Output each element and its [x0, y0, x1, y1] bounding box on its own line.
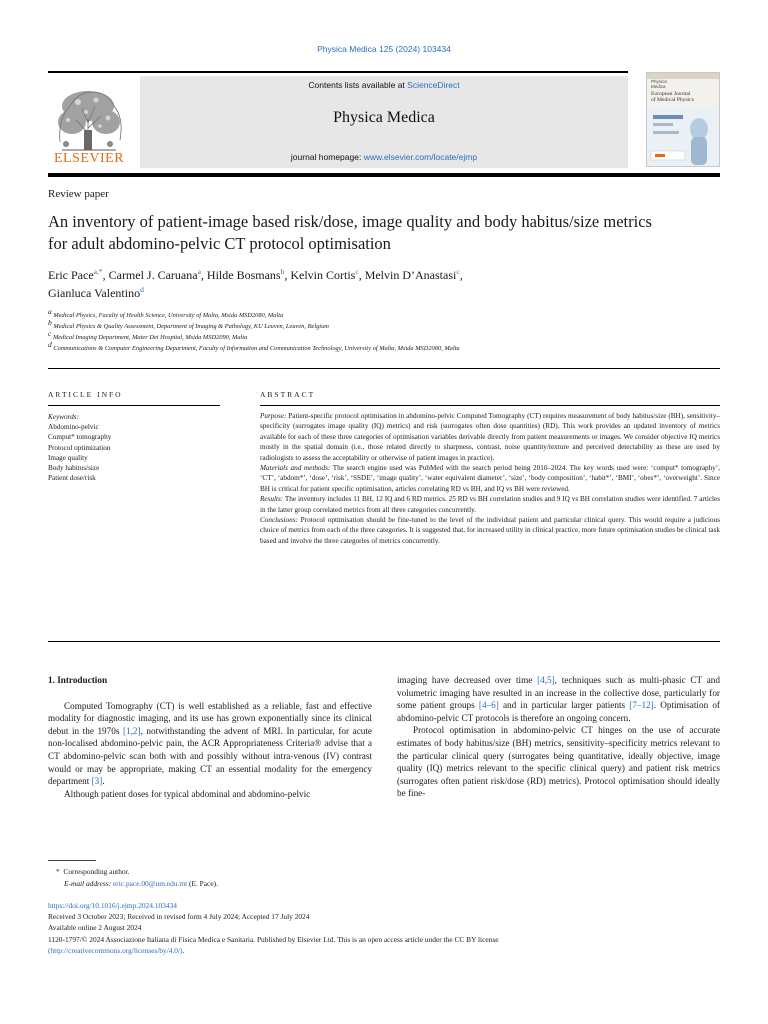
author-affiliation-marker[interactable]: a	[197, 267, 201, 276]
email-suffix: (E. Pace).	[187, 879, 218, 888]
author-name[interactable]: Kelvin Cortis	[290, 268, 356, 282]
journal-homepage-link[interactable]: www.elsevier.com/locate/ejmp	[363, 152, 478, 162]
article-type: Review paper	[48, 188, 109, 200]
keyword-item: Image quality	[48, 453, 88, 462]
header-bottom-rule	[48, 173, 720, 177]
footnotes	[48, 866, 720, 890]
journal-cover-thumbnail[interactable]	[646, 72, 720, 167]
paragraph-text: , notwithstanding the advent of MRI. In particular, for acute non-localised abdomino-pelvic pain, the ACR Appropriateness Criteria® advise that a CT abdomino-pelvic scan both with and possibly without intra-venous (IV) contrast would or may be appropriate, making CT an essential modality for the emergency department	[48, 725, 372, 787]
cover-line-2: Medica	[651, 84, 666, 89]
footnote-rule	[48, 860, 96, 861]
keyword-item: Protocol optimization	[48, 443, 111, 452]
affiliation-key: a	[48, 306, 52, 316]
journal-homepage-line	[140, 152, 628, 162]
author-affiliation-marker[interactable]: a,*	[93, 267, 103, 276]
keywords-block	[48, 412, 220, 483]
article-info-separator	[48, 405, 220, 406]
affiliation-key: c	[48, 328, 52, 338]
author-name[interactable]: Carmel J. Caruana	[108, 268, 198, 282]
abstract-body	[260, 411, 720, 546]
author-name[interactable]: Eric Pace	[48, 268, 94, 282]
body-right-column	[397, 674, 720, 800]
abstract-results	[260, 494, 720, 515]
author-affiliation-marker[interactable]: d	[140, 285, 144, 294]
journal-reference-link[interactable]: Physica Medica 125 (2024) 103434	[317, 44, 451, 54]
author-name[interactable]: Melvin D’Anastasi	[364, 268, 457, 282]
citation-link[interactable]: [4–6]	[478, 700, 499, 711]
elsevier-wordmark: ELSEVIER	[53, 151, 125, 166]
affiliation-text: Communications & Computer Engineering Department, Faculty of Information and Communication Technology, University of Malta, Msida MSD2080, Malta	[53, 345, 460, 352]
paragraph-text: . Optimisation of abdomino-pelvic CT protocols is therefore an ongoing concern.	[397, 700, 720, 723]
affiliation-key: b	[48, 317, 52, 327]
contents-prefix: Contents lists available at	[308, 80, 408, 90]
abstract-results-text: The inventory includes 11 BH, 12 IQ and 6 RD metrics. 25 RD vs BH correlation studies and 9 IQ vs BH correlation studies were identified. 7 articles in the latter group correlated metrics from all three categories concurrently.	[260, 495, 720, 514]
paragraph-text: Computed Tomography (CT) is well established as a reliable, fast and effective modality for diagnostic imaging, and its use has grown exponentially since its clinical debut in the 1970s	[48, 700, 372, 736]
corresponding-author-note	[48, 866, 720, 878]
cover-masthead	[651, 79, 667, 89]
affiliation-item	[48, 328, 720, 343]
cover-line-1: Physica	[651, 79, 667, 84]
affiliation-item	[48, 339, 720, 354]
received-dates: Received 3 October 2023; Received in revised form 4 July 2024; Accepted 17 July 2024	[48, 912, 310, 922]
keywords-label: Keywords:	[48, 413, 79, 421]
keyword-item: Comput* tomography	[48, 433, 112, 442]
body-paragraph: Protocol optimisation in abdomino-pelvic CT hinges on the use of accurate estimates of body habitus/size (BH) metrics, sensitivity–specificity metrics relevant to the particular clinical query (surrogates being quantitative, ideally objective, image quality (IQ) metrics relevant to the specific clinical query) and patient risk metrics (surrogates often patient risk/dose (RD) metrics). Protocol optimisation should ideally be fine-	[397, 725, 720, 799]
license-statement	[48, 934, 720, 945]
doi-link[interactable]: https://doi.org/10.1016/j.ejmp.2024.103434	[48, 901, 177, 910]
author-affiliation-marker[interactable]: c	[355, 267, 359, 276]
author-name[interactable]: Gianluca Valentino	[48, 286, 141, 300]
author-list: Eric Pace$^{a,*}$, Carmel J. Caruana$^a$, Hilde Bosmans$^b$, Kelvin Cortis$^c$, Melvin D’Anastasi$^c$, Gianluca Valentino$^d$	[48, 267, 463, 300]
homepage-prefix: journal homepage:	[290, 152, 364, 162]
abstract-methods-text: The search engine used was PubMed with the search period being 2010–2024. The key words used were: ‘comput* tomography’, ‘CT’, ‘abdom*’, ‘dose’, ‘risk’, ‘SSDE’, ‘image quality’, ‘water equivalent diameter’, ‘size’, ‘body composition’, ‘habit*’, ‘BMI’, ‘obes*’, ‘overweight’. Since BH is critical for patient specific optimisation, articles correlating RD vs BH, and IQ vs BH were reviewed.	[260, 464, 720, 493]
body-paragraph	[48, 700, 372, 788]
body-paragraph	[397, 674, 720, 724]
keyword-item: Body habitus/size	[48, 464, 100, 473]
corresponding-author-label: Corresponding author.	[63, 867, 130, 876]
abstract-methods-label: Materials and methods:	[260, 464, 331, 473]
author-affiliation-marker[interactable]: b	[280, 267, 285, 276]
journal-name: Physica Medica	[333, 109, 435, 126]
license-end: .	[182, 945, 185, 955]
affiliation-item	[48, 317, 720, 332]
section-heading-introduction: 1. Introduction	[48, 675, 108, 685]
license-link[interactable]: (http://creativecommons.org/licenses/by/4.0/)	[48, 945, 183, 955]
abstract-separator	[260, 405, 720, 406]
available-online-date: Available online 2 August 2024	[48, 923, 142, 933]
article-info-heading: ARTICLE INFO	[48, 390, 123, 399]
cover-line-4: of Medical Physics	[651, 97, 694, 104]
publication-info	[48, 900, 720, 956]
paragraph-text: , techniques such as multi-phasic CT and volumetric imaging have resulted in an increase in the collective dose, particularly for some patient groups	[397, 675, 720, 711]
abstract-purpose-text: Patient-specific protocol optimisation in abdomino-pelvic Computed Tomography (CT) requires measurement of body habitus/size (BH), sensitivity–specificity (surrogates image quality (IQ) metrics) and risk (surrogates often dose quantities) (RD). This work provides an updated inventory of metrics available for each of these three categories of optimisation variables derivable directly from patient measurements or images. We consider objective IQ metrics mostly in the spatial domain (i.e., those related directly to sharpness, contrast, noise quantity/texture and perceived detectability as these are used by radiologists to assess the acceptability or otherwise of patient images in practice).	[260, 412, 721, 462]
license-url-line	[48, 945, 720, 956]
author-affiliation-marker[interactable]: c	[456, 267, 460, 276]
sciencedirect-link[interactable]: ScienceDirect	[407, 80, 460, 90]
abstract-purpose-label: Purpose:	[260, 412, 287, 420]
paragraph-text: .	[102, 776, 105, 787]
footnote-marker: *	[56, 867, 60, 876]
keyword-item: Abdomino-pelvic	[48, 423, 99, 432]
article-title: An inventory of patient-image based risk/dose, image quality and body habitus/size metrics for adult abdomino-pelvic CT protocol optimisation	[48, 212, 652, 253]
header-top-rule	[48, 71, 628, 73]
author-name[interactable]: Hilde Bosmans	[206, 268, 281, 282]
article-info-top-rule	[48, 368, 720, 369]
contents-lists-line	[140, 80, 628, 90]
body-left-column	[48, 674, 372, 800]
cover-subtitle	[651, 91, 694, 104]
affiliation-text: Medical Physics, Faculty of Health Science, University of Malta, Msida MSD2080, Malta	[53, 312, 284, 319]
affiliation-text: Medical Imaging Department, Mater Dei Hospital, Msida MSD2090, Malta	[52, 334, 248, 341]
abstract-results-label: Results:	[260, 495, 284, 504]
abstract-bottom-rule	[48, 641, 720, 642]
email-note	[48, 878, 720, 890]
email-link[interactable]: eric.pace.00@um.edu.mt	[113, 879, 188, 888]
email-label: E-mail address:	[64, 879, 112, 888]
affiliation-text: Medical Physics & Quality Assessment, Department of Imaging & Pathology, KU Leuven, Leuven, Belgium	[53, 323, 329, 330]
license-text: 1120-1797/© 2024 Associazione Italiana di Fisica Medica e Sanitaria. Published by Elsevier Ltd. This is an open access article under the CC BY license	[48, 934, 499, 944]
cover-artwork-image	[647, 107, 720, 167]
paragraph-text: and in particular larger patients	[498, 700, 630, 711]
paragraph-text: imaging have decreased over time	[397, 675, 538, 685]
abstract-conclusions	[260, 515, 720, 546]
affiliation-list	[48, 306, 720, 354]
cover-line-3: European Journal	[651, 91, 691, 97]
abstract-conclusions-text: Protocol optimisation should be fine-tuned to the level of the individual patient and particular clinical query. This would require a judicious choice of metrics from each of the three categories. It is suggested that, for increased utility in clinical practice, more future optimisation studies be clinical task based and involve the three categories of metrics concurrently.	[260, 516, 721, 545]
citation-link[interactable]: [7–12]	[629, 700, 654, 711]
body-paragraph: Although patient doses for typical abdominal and abdomino-pelvic	[64, 788, 311, 799]
abstract-heading: ABSTRACT	[260, 390, 316, 399]
affiliation-key: d	[48, 339, 52, 349]
abstract-methods	[260, 463, 720, 494]
affiliation-item	[48, 306, 720, 321]
keyword-item: Patient dose/risk	[48, 474, 96, 483]
abstract-purpose	[260, 411, 720, 463]
citation-link[interactable]: [3]	[91, 776, 103, 787]
citation-link[interactable]: [1,2]	[122, 725, 141, 736]
abstract-conclusions-label: Conclusions:	[260, 516, 298, 525]
citation-link[interactable]: [4,5]	[537, 675, 555, 685]
